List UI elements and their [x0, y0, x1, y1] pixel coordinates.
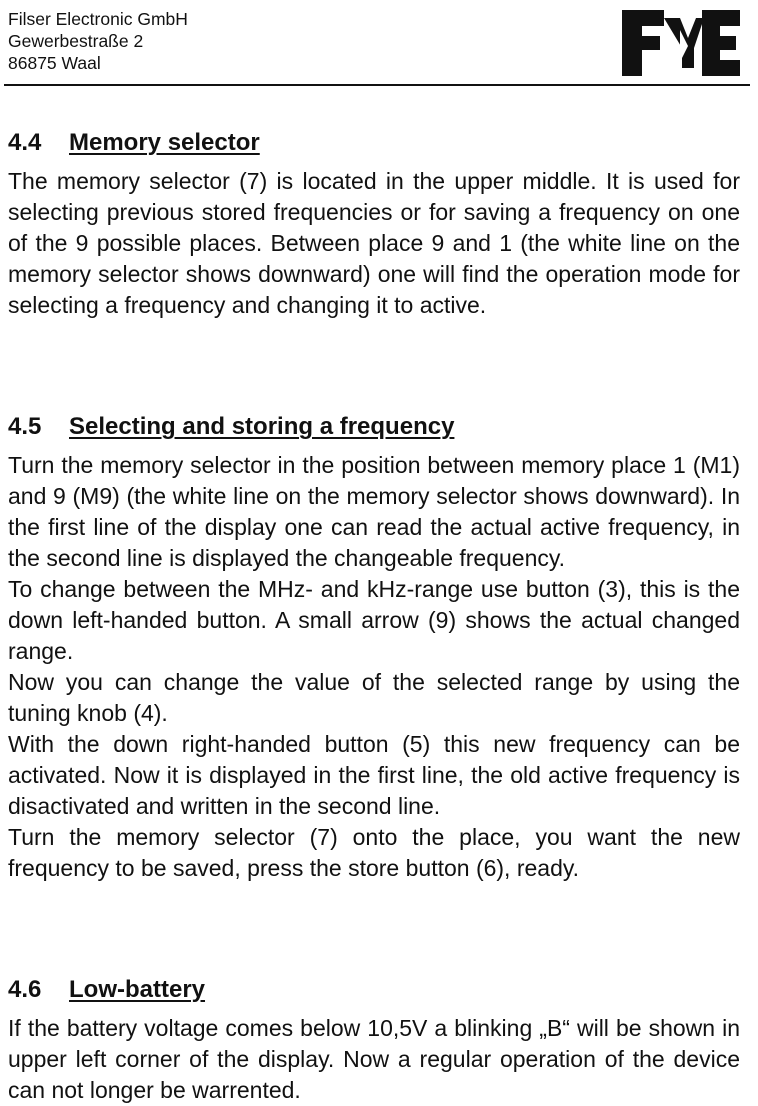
section-memory-selector: [8, 128, 740, 321]
company-address: [8, 8, 188, 74]
section-heading: [8, 975, 740, 1005]
paragraph: If the battery voltage comes below 10,5V a blinking „B“ will be shown in upper left corner of the display. Now a regular operation of the device can not longer be warrented.: [8, 1015, 740, 1103]
section-low-battery: [8, 975, 740, 1106]
letterhead: [0, 0, 758, 88]
section-number: 4.5: [8, 413, 42, 440]
paragraph: To change between the MHz- and kHz-range use button (3), this is the down left-handed button. A small arrow (9) shows the actual changed range.: [8, 576, 740, 664]
company-street: Gewerbestraße 2: [8, 31, 144, 51]
section-title: Memory selector: [69, 129, 260, 156]
paragraph: Turn the memory selector in the position between memory place 1 (M1) and 9 (M9) (the white line on the memory selector shows downward). In the first line of the display one can read the actual active frequency, in the second line is displayed the changeable frequency.: [8, 452, 740, 571]
paragraph: The memory selector (7) is located in the upper middle. It is used for selecting previous stored frequencies or for saving a frequency on one of the 9 possible places. Between place 9 and 1 (the white line on the memory selector shows downward) one will find the operation mode for selecting a frequency and changing it to active.: [8, 168, 740, 318]
section-number: 4.4: [8, 129, 42, 156]
header-divider: [4, 84, 750, 86]
company-name: Filser Electronic GmbH: [8, 9, 188, 29]
section-title: Selecting and storing a frequency: [69, 413, 455, 440]
paragraph: Turn the memory selector (7) onto the place, you want the new frequency to be saved, press the store button (6), ready.: [8, 824, 740, 881]
fye-logo: [620, 6, 742, 80]
section-title: Low-battery: [69, 976, 206, 1003]
section-heading: [8, 412, 740, 442]
section-selecting-storing: [8, 412, 740, 884]
section-heading: [8, 128, 740, 158]
paragraph: With the down right-handed button (5) this new frequency can be activated. Now it is displayed in the first line, the old active frequency is disactivated and written in the second line.: [8, 731, 740, 819]
company-city: 86875 Waal: [8, 53, 101, 73]
section-number: 4.6: [8, 976, 42, 1003]
paragraph: Now you can change the value of the selected range by using the tuning knob (4).: [8, 669, 740, 726]
